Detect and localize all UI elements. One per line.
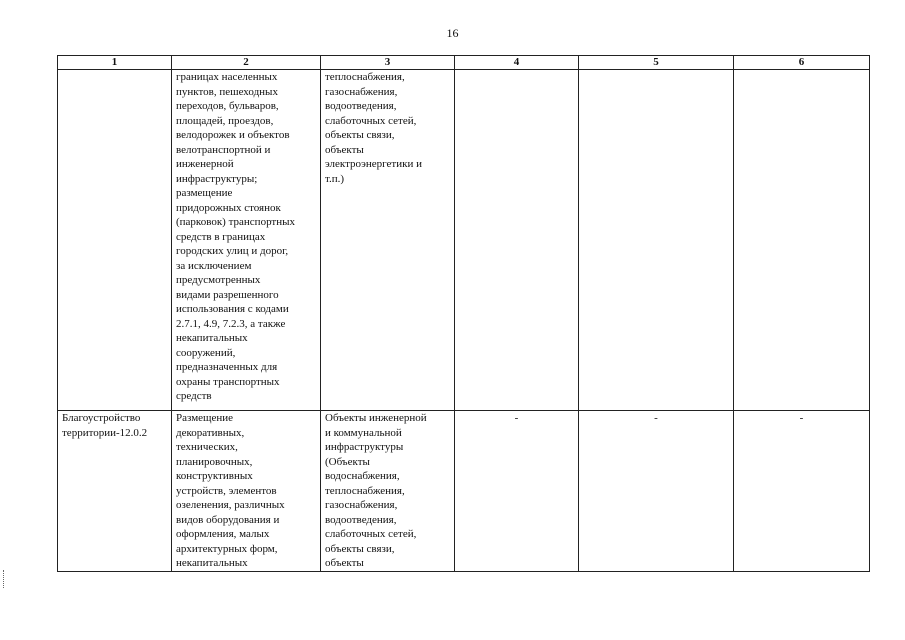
cell-text-line: теплоснабжения, bbox=[325, 484, 405, 497]
cell-text-line: объекты bbox=[325, 557, 364, 569]
cell-text-line: водоотведения, bbox=[325, 100, 397, 112]
cell-text-line: велотранспортной и bbox=[176, 143, 271, 156]
cell-text-line: 2.7.1, 4.9, 7.2.3, а также bbox=[176, 317, 286, 330]
cell-text-line: видами разрешенного bbox=[176, 288, 279, 301]
cell-text-line: охраны транспортных bbox=[176, 375, 280, 388]
cell-text-line: водоотведения, bbox=[325, 513, 397, 526]
cell-text-line: (парковок) транспортных bbox=[176, 216, 296, 228]
row2-col6-cell: - bbox=[734, 411, 870, 572]
page-number: 16 bbox=[446, 26, 459, 40]
row2-col4-cell: - bbox=[455, 411, 579, 572]
cell-text-line: средств в границах bbox=[176, 230, 266, 243]
cell-text-line: объекты связи, bbox=[325, 542, 395, 555]
cell-text-line: пунктов, пешеходных bbox=[176, 85, 278, 98]
cell-text-line: объекты связи, bbox=[325, 129, 395, 141]
row1-col4-cell bbox=[455, 70, 579, 411]
cell-text-line: устройств, элементов bbox=[176, 484, 277, 497]
cell-text-line: газоснабжения, bbox=[325, 85, 398, 98]
cell-text-line: средств bbox=[176, 390, 212, 402]
cell-text-line: сооружений, bbox=[176, 346, 236, 359]
header-col-3: 3 bbox=[321, 56, 455, 70]
cell-text-line: Размещение bbox=[176, 412, 234, 424]
cell-text-line: размещение bbox=[176, 187, 233, 199]
row1-col5-cell bbox=[579, 70, 734, 411]
cell-text-line: технических, bbox=[176, 441, 238, 453]
cell-text-line: границах населенных bbox=[176, 71, 278, 83]
cell-text-line: предназначенных для bbox=[176, 361, 278, 373]
cell-text-line: видов оборудования и bbox=[176, 513, 280, 526]
table-row bbox=[58, 70, 870, 411]
cell-text-line: планировочных, bbox=[176, 455, 253, 468]
cell-text-line: городских улиц и дорог, bbox=[176, 245, 289, 257]
cell-text-line: декоративных, bbox=[176, 426, 245, 439]
cell-text-line: инфраструктуры bbox=[325, 441, 404, 453]
row2-description-cell bbox=[172, 411, 321, 572]
cell-text-line: Благоустройство bbox=[62, 412, 141, 424]
cell-text-line: придорожных стоянок bbox=[176, 201, 281, 214]
cell-text-line: площадей, проездов, bbox=[176, 114, 274, 127]
header-col-6: 6 bbox=[734, 56, 870, 70]
cell-text-line: теплоснабжения, bbox=[325, 71, 405, 83]
cell-text-line: (Объекты bbox=[325, 455, 370, 468]
cell-text-line: велодорожек и объектов bbox=[176, 129, 290, 141]
cell-text-line: объекты bbox=[325, 143, 364, 156]
cell-text-line: Объекты инженерной bbox=[325, 412, 427, 424]
cell-text-line: некапитальных bbox=[176, 557, 248, 569]
cell-text-line: слаботочных сетей, bbox=[325, 528, 417, 540]
row1-objects-cell bbox=[321, 70, 455, 411]
cell-text-line: использования с кодами bbox=[176, 303, 289, 315]
table-row bbox=[58, 411, 870, 572]
header-col-4: 4 bbox=[455, 56, 579, 70]
cell-text-line: некапитальных bbox=[176, 332, 248, 344]
cell-text-line: электроэнергетики и bbox=[325, 158, 422, 170]
cell-text-line: инфраструктуры; bbox=[176, 172, 258, 185]
row2-col5-cell: - bbox=[579, 411, 734, 572]
header-col-5: 5 bbox=[579, 56, 734, 70]
cell-text-line: водоснабжения, bbox=[325, 470, 400, 482]
row2-type-cell bbox=[58, 411, 172, 572]
cell-text-line: переходов, бульваров, bbox=[176, 100, 279, 112]
cell-text-line: оформления, малых bbox=[176, 528, 270, 540]
row2-objects-cell bbox=[321, 411, 455, 572]
header-col-1: 1 bbox=[58, 56, 172, 70]
cell-text-line: озеленения, различных bbox=[176, 499, 285, 511]
cell-text-line: газоснабжения, bbox=[325, 499, 398, 511]
header-col-2: 2 bbox=[172, 56, 321, 70]
cell-text-line: т.п.) bbox=[325, 172, 345, 185]
cell-text-line: конструктивных bbox=[176, 470, 253, 482]
cell-text-line: за исключением bbox=[176, 259, 252, 272]
scan-margin-mark bbox=[3, 570, 6, 588]
row1-type-cell bbox=[58, 70, 172, 411]
table-header-row bbox=[58, 56, 870, 70]
cell-text-line: и коммунальной bbox=[325, 426, 402, 439]
row1-col6-cell bbox=[734, 70, 870, 411]
cell-text-line: архитектурных форм, bbox=[176, 542, 278, 555]
cell-text-line: инженерной bbox=[176, 158, 234, 170]
cell-text-line: предусмотренных bbox=[176, 274, 261, 286]
cell-text-line: территории-12.0.2 bbox=[62, 426, 148, 439]
row1-description-cell bbox=[172, 70, 321, 411]
zoning-table bbox=[57, 55, 870, 572]
cell-text-line: слаботочных сетей, bbox=[325, 114, 417, 127]
